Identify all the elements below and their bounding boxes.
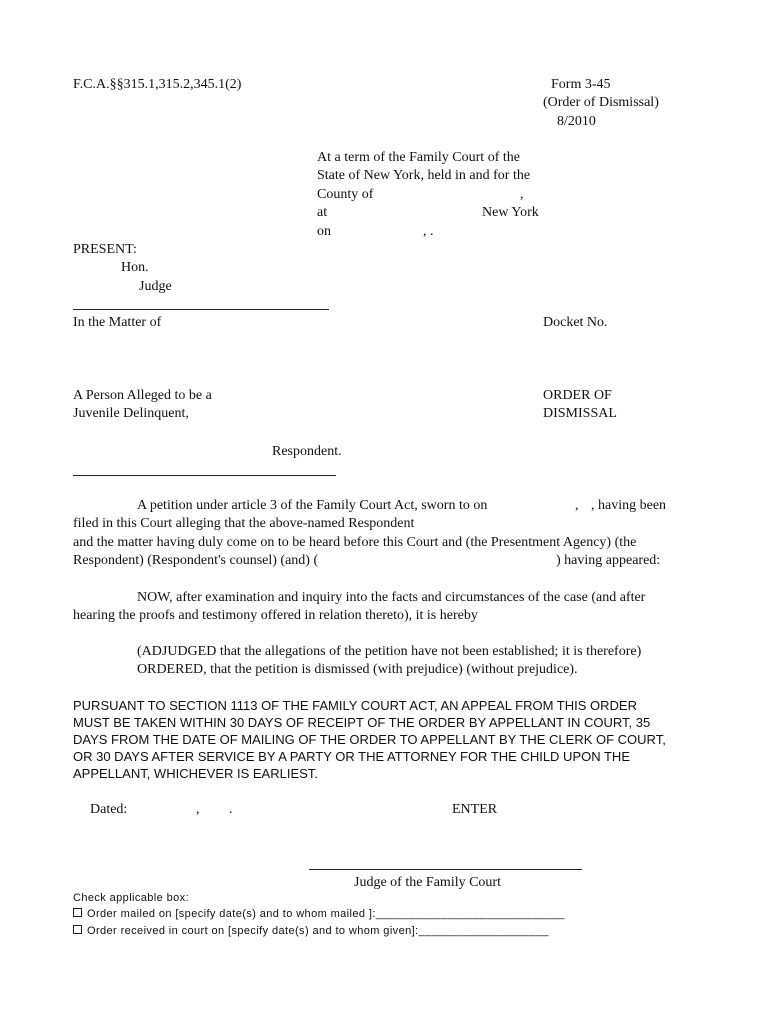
judge-signature-line: [309, 869, 582, 870]
county-label: County of: [317, 187, 374, 202]
court-term-line1: At a term of the Family Court of the: [317, 150, 520, 165]
petition-para-line1-tail: , having been: [591, 498, 667, 513]
received-checkbox-label: Order received in court on [specify date(s) and to whom given]:____________________: [87, 925, 549, 937]
mailed-checkbox-label: Order mailed on [specify date(s) and to whom mailed ]:_____________________________: [87, 908, 565, 920]
date-punctuation: , .: [423, 224, 434, 239]
checkbox-icon[interactable]: [73, 925, 82, 934]
caption-bottom-rule: [73, 475, 336, 476]
appeal-notice-line4: OR 30 DAYS AFTER SERVICE BY A PARTY OR THE ATTORNEY FOR THE CHILD UPON THE: [73, 749, 630, 764]
appeal-notice-line3: DAYS FROM THE DATE OF MAILING OF THE ORDER TO APPELLANT BY THE CLERK OF COURT,: [73, 732, 666, 747]
judge-title: Judge of the Family Court: [354, 875, 501, 890]
order-title-line2: DISMISSAL: [543, 406, 617, 421]
dated-comma: ,: [196, 802, 200, 817]
appeal-notice-line5: APPELLANT, WHICHEVER IS EARLIEST.: [73, 766, 318, 781]
petition-para-line4-tail: ) having appeared:: [556, 553, 661, 568]
ordered-line: ORDERED, that the petition is dismissed (with prejudice) (without prejudice).: [137, 662, 578, 677]
petition-para-line4: Respondent) (Respondent's counsel) (and) (: [73, 553, 319, 568]
petition-para-line1: A petition under article 3 of the Family Court Act, sworn to on: [137, 498, 488, 513]
now-para-line1: NOW, after examination and inquiry into the facts and circumstances of the case (and after: [137, 590, 646, 605]
petition-para-comma: ,: [575, 498, 579, 513]
docket-label: Docket No.: [543, 315, 608, 330]
checkbox-icon[interactable]: [73, 908, 82, 917]
state-name: New York: [482, 205, 539, 220]
petition-para-line2: filed in this Court alleging that the above-named Respondent: [73, 516, 415, 531]
form-title: (Order of Dismissal): [543, 95, 659, 110]
statute-citation: F.C.A.§§315.1,315.2,345.1(2): [73, 77, 242, 92]
county-comma: ,: [520, 187, 524, 202]
location-label: at: [317, 205, 328, 220]
form-number: Form 3-45: [551, 77, 611, 92]
dated-label: Dated:: [90, 802, 128, 817]
caption-top-rule: [73, 309, 329, 310]
form-date: 8/2010: [557, 114, 596, 129]
date-label: on: [317, 224, 331, 239]
dated-period: .: [229, 802, 233, 817]
enter-label: ENTER: [452, 802, 498, 817]
adjudged-line: (ADJUDGED that the allegations of the petition have not been established; it is therefore): [137, 644, 642, 659]
petition-para-line3: and the matter having duly come on to be heard before this Court and (the Presentment Agency) (the: [73, 535, 637, 550]
present-label: PRESENT:: [73, 242, 137, 257]
order-title-line1: ORDER OF: [543, 388, 612, 403]
mailed-checkbox-row[interactable]: [73, 907, 565, 922]
judge-label: Judge: [139, 279, 172, 294]
in-the-matter-label: In the Matter of: [73, 315, 162, 330]
now-para-line2: hearing the proofs and testimony offered in relation thereto), it is hereby: [73, 608, 478, 623]
person-alleged-line1: A Person Alleged to be a: [73, 388, 212, 403]
appeal-notice-line2: MUST BE TAKEN WITHIN 30 DAYS OF RECEIPT OF THE ORDER BY APPELLANT IN COURT, 35: [73, 715, 651, 730]
respondent-label: Respondent.: [272, 444, 342, 459]
appeal-notice-line1: PURSUANT TO SECTION 1113 OF THE FAMILY COURT ACT, AN APPEAL FROM THIS ORDER: [73, 698, 637, 713]
court-term-line2: State of New York, held in and for the: [317, 168, 531, 183]
received-checkbox-row[interactable]: [73, 924, 549, 939]
person-alleged-line2: Juvenile Delinquent,: [73, 406, 189, 421]
hon-label: Hon.: [121, 260, 149, 275]
check-box-heading: Check applicable box:: [73, 892, 190, 904]
